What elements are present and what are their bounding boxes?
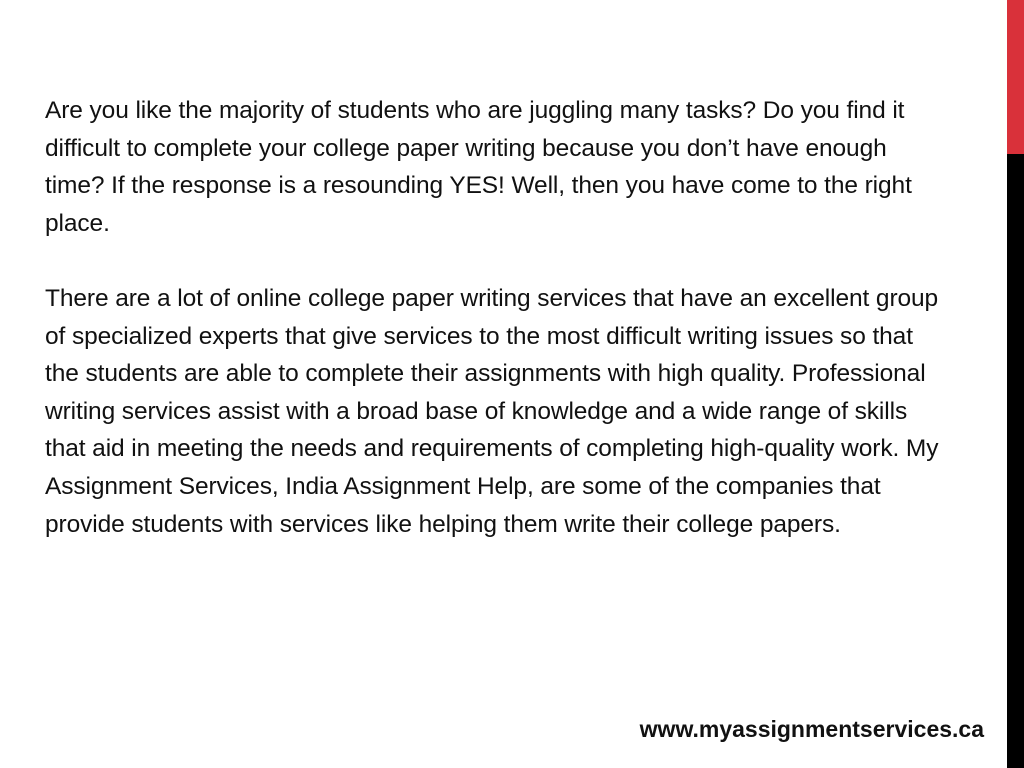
paragraph-2: There are a lot of online college paper writing services that have an excellent group of specialized experts that give services to the most difficult writing issues so that the students are able to complete their assignments with high quality. Professional writing services assist with a broad base of knowledge and a wide range of skills that aid in meeting the needs and requirements of completing high-quality work. My Assignment Services, India Assignment Help, are some of the companies that provide students with services like helping them write their college papers. <box>45 284 939 538</box>
side-bar-red-segment <box>1007 0 1024 154</box>
side-accent-bar <box>1007 0 1024 768</box>
side-bar-black-segment <box>1007 154 1024 768</box>
paragraph-1: Are you like the majority of students who are juggling many tasks? Do you find it difficult to complete your college paper writing because you don’t have enough time? If the response is a resounding YES! Well, then you have come to the right place. <box>45 97 912 237</box>
body-text <box>45 92 945 543</box>
footer-url: www.myassignmentservices.ca <box>639 716 984 742</box>
